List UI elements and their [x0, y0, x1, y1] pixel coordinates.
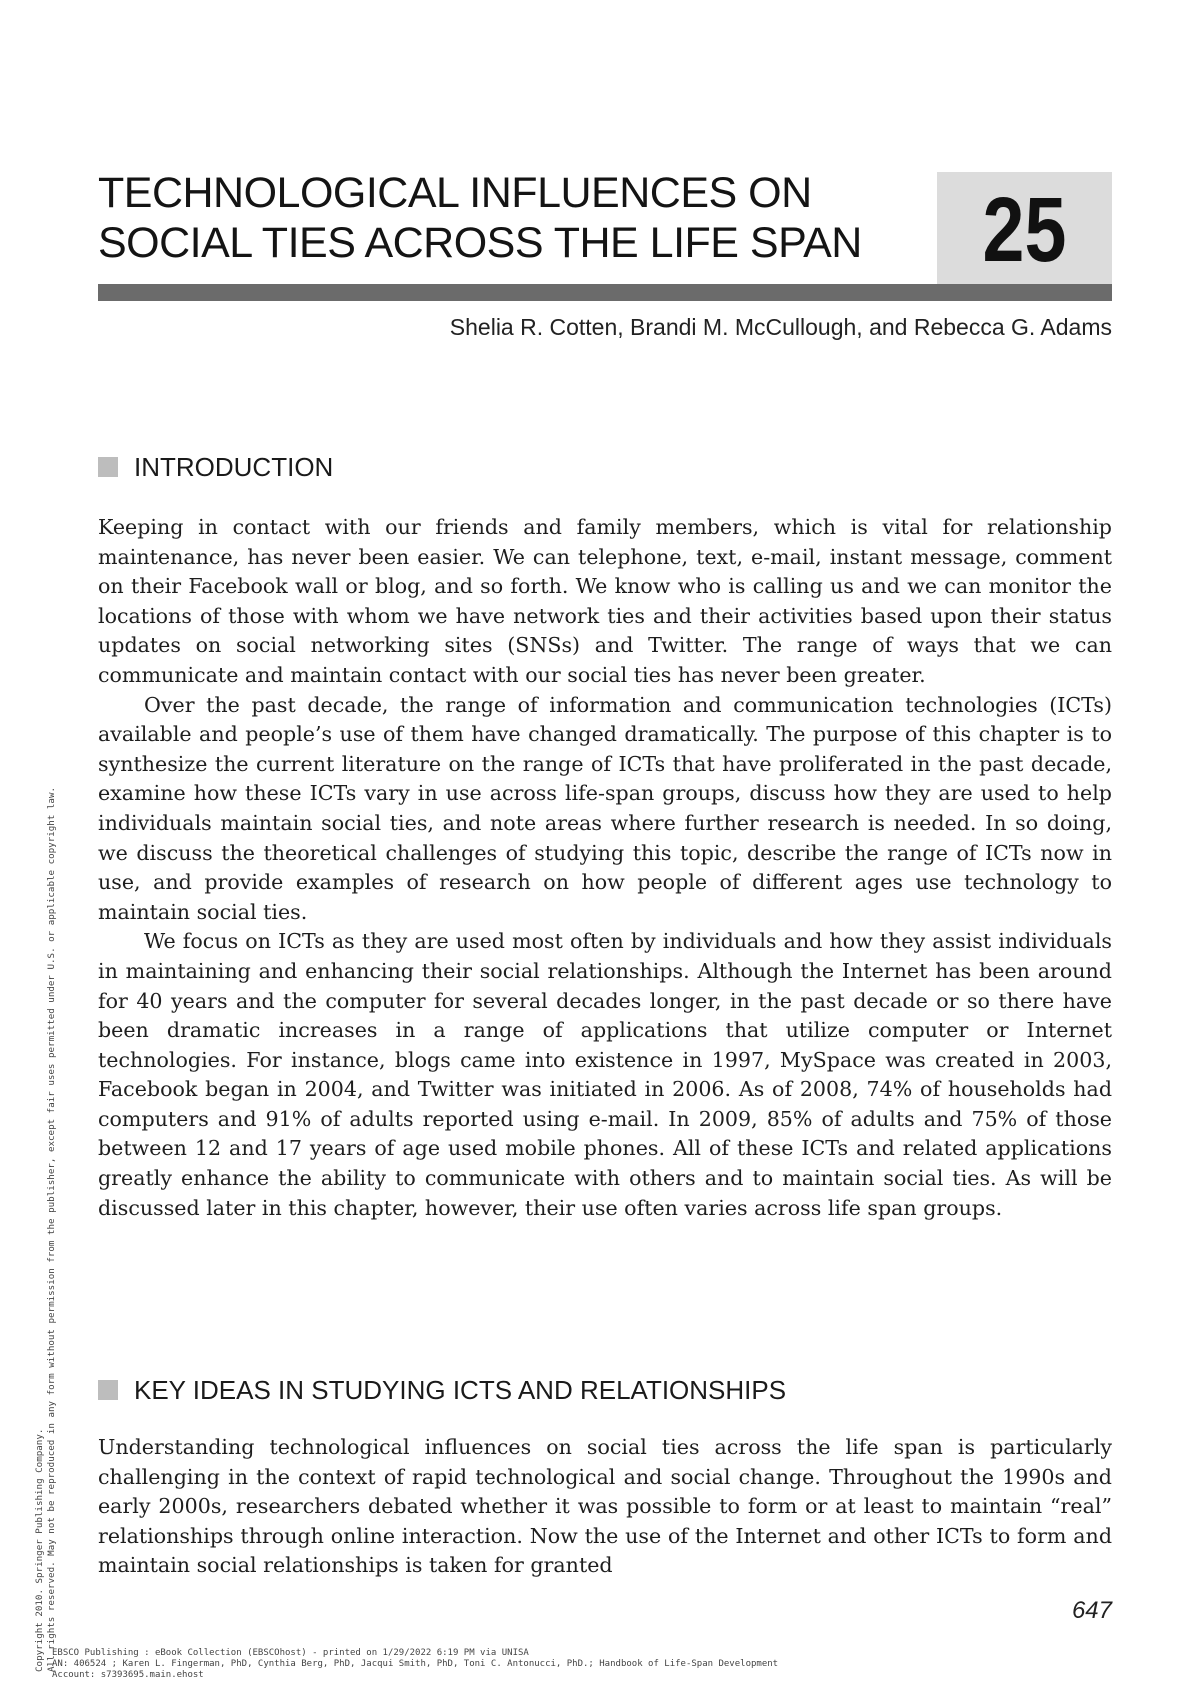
section-square-icon — [98, 1380, 118, 1400]
paragraph: Over the past decade, the range of information and communication technologies (ICTs) available and people’s use of them have changed dramatically. The purpose of this chapter is to synthesize the current literature on the range of ICTs that have proliferated in the past decade, examine how these ICTs vary in use across life-span groups, discuss how they are used to help individuals maintain social ties, and note areas where further research is needed. In so doing, we discuss the theoretical challenges of studying this topic, describe the range of ICTs now in use, and provide examples of research on how people of different ages use technology to maintain social ties. — [98, 692, 1112, 924]
chapter-authors: Shelia R. Cotten, Brandi M. McCullough, and Rebecca G. Adams — [449, 314, 1112, 340]
section-heading-text: KEY IDEAS IN STUDYING ICTS AND RELATIONSHIPS — [134, 1375, 787, 1405]
title-rule — [98, 284, 1112, 301]
footer-line: Account: s7393695.main.ehost — [52, 1670, 204, 1680]
paragraph: We focus on ICTs as they are used most often by individuals and how they assist individuals in maintaining and enhancing their social relationships. Although the Internet has been around for 40 years and the computer for several decades longer, in the past decade or so there have been dramatic increases in a range of applications that utilize computer or Internet technologies. For instance, blogs came into existence in 1997, MySpace was created in 2003, Facebook began in 2004, and Twitter was initiated in 2006. As of 2008, 74% of households had computers and 91% of adults reported using e-mail. In 2009, 85% of adults and 75% of those between 12 and 17 years of age used mobile phones. All of these ICTs and related applications greatly enhance the ability to communicate with others and to maintain social ties. As will be discussed later in this chapter, however, their use often varies across life span groups. — [98, 929, 1112, 1220]
copyright-margin-note — [34, 787, 58, 1672]
section-square-icon — [98, 457, 118, 477]
introduction-body — [98, 513, 1112, 1223]
chapter-title — [98, 168, 898, 268]
chapter-number: 25 — [982, 179, 1067, 281]
footer-line: EBSCO Publishing : eBook Collection (EBSCOhost) - printed on 1/29/2022 6:19 PM via UNISA — [52, 1648, 529, 1658]
section-heading-key-ideas — [98, 1375, 786, 1406]
footer-line: AN: 406524 ; Karen L. Fingerman, PhD, Cynthia Berg, PhD, Jacqui Smith, PhD, Toni C. Antonucci, PhD.; Handbook of Life-Span Development — [52, 1659, 779, 1669]
chapter-number-box — [937, 172, 1112, 284]
paragraph: Keeping in contact with our friends and family members, which is vital for relationship maintenance, has never been easier. We can telephone, text, e-mail, instant message, comment on their Facebook wall or blog, and so forth. We know who is calling us and we can monitor the locations of those with whom we have network ties and their activities based upon their status updates on social networking sites (SNSs) and Twitter. The range of ways that we can communicate and maintain contact with our social ties has never been greater. — [98, 515, 1112, 687]
paragraph: Understanding technological influences on social ties across the life span is particularly challenging in the context of rapid technological and social change. Throughout the 1990s and early 2000s, researchers debated whether it was possible to form or at least to maintain “real” relationships through online interaction. Now the use of the Internet and other ICTs to form and maintain social relationships is taken for granted — [98, 1435, 1112, 1578]
chapter-title-line: TECHNOLOGICAL INFLUENCES ON — [98, 169, 812, 217]
copyright-line: All rights reserved. May not be reproduced in any form without permission from the publisher, except fair uses permitted under U.S. or applicable copyright law. — [46, 786, 57, 1672]
section-heading-introduction — [98, 452, 333, 483]
page-number: 647 — [1071, 1597, 1112, 1624]
copyright-line: Copyright 2010. Springer Publishing Company. — [34, 1428, 45, 1672]
footer-print-info — [52, 1648, 778, 1681]
section-heading-text: INTRODUCTION — [134, 452, 334, 482]
chapter-title-line: SOCIAL TIES ACROSS THE LIFE SPAN — [98, 219, 862, 267]
key-ideas-body — [98, 1433, 1112, 1581]
